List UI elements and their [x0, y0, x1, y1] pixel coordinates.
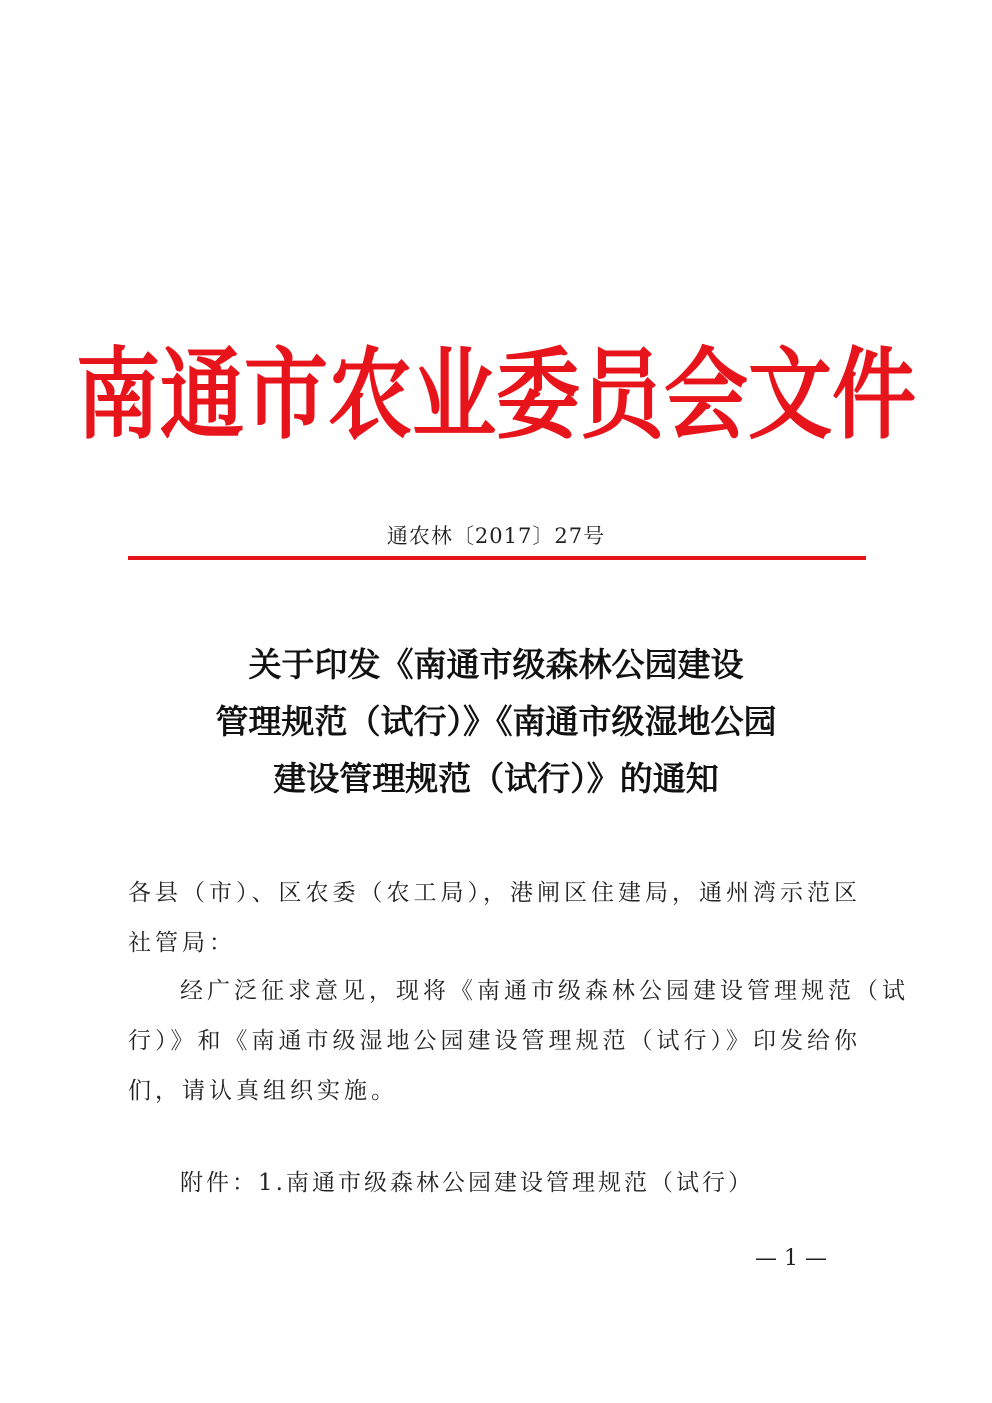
- salutation: [128, 868, 866, 968]
- body-line-2: 行）》和《南通市级湿地公园建设管理规范（试行）》印发给你: [128, 1028, 861, 1054]
- body-line-3: 们，请认真组织实施。: [128, 1078, 398, 1104]
- document-header-title: 南通市农业委员会文件: [75, 337, 916, 453]
- document-number: 通农林〔2017〕27号: [386, 524, 606, 548]
- notice-title-line-2: 管理规范（试行）》《南通市级湿地公园: [215, 702, 777, 741]
- notice-title-line-3: 建设管理规范（试行）》的通知: [273, 759, 719, 798]
- page-number: — 1 —: [755, 1246, 827, 1271]
- notice-title: [0, 636, 992, 807]
- attachment-line: 附件：1.南通市级森林公园建设管理规范（试行）: [180, 1170, 754, 1196]
- red-divider-rule: [128, 556, 866, 560]
- notice-title-line-1: 关于印发《南通市级森林公园建设: [248, 645, 744, 684]
- body-line-1: 经广泛征求意见，现将《南通市级森林公园建设管理规范（试: [180, 978, 909, 1004]
- salutation-line-1: 各县（市）、区农委（农工局），港闸区住建局，通州湾示范区: [128, 880, 861, 906]
- salutation-line-2: 社管局：: [128, 930, 236, 956]
- body-paragraph: [128, 966, 909, 1116]
